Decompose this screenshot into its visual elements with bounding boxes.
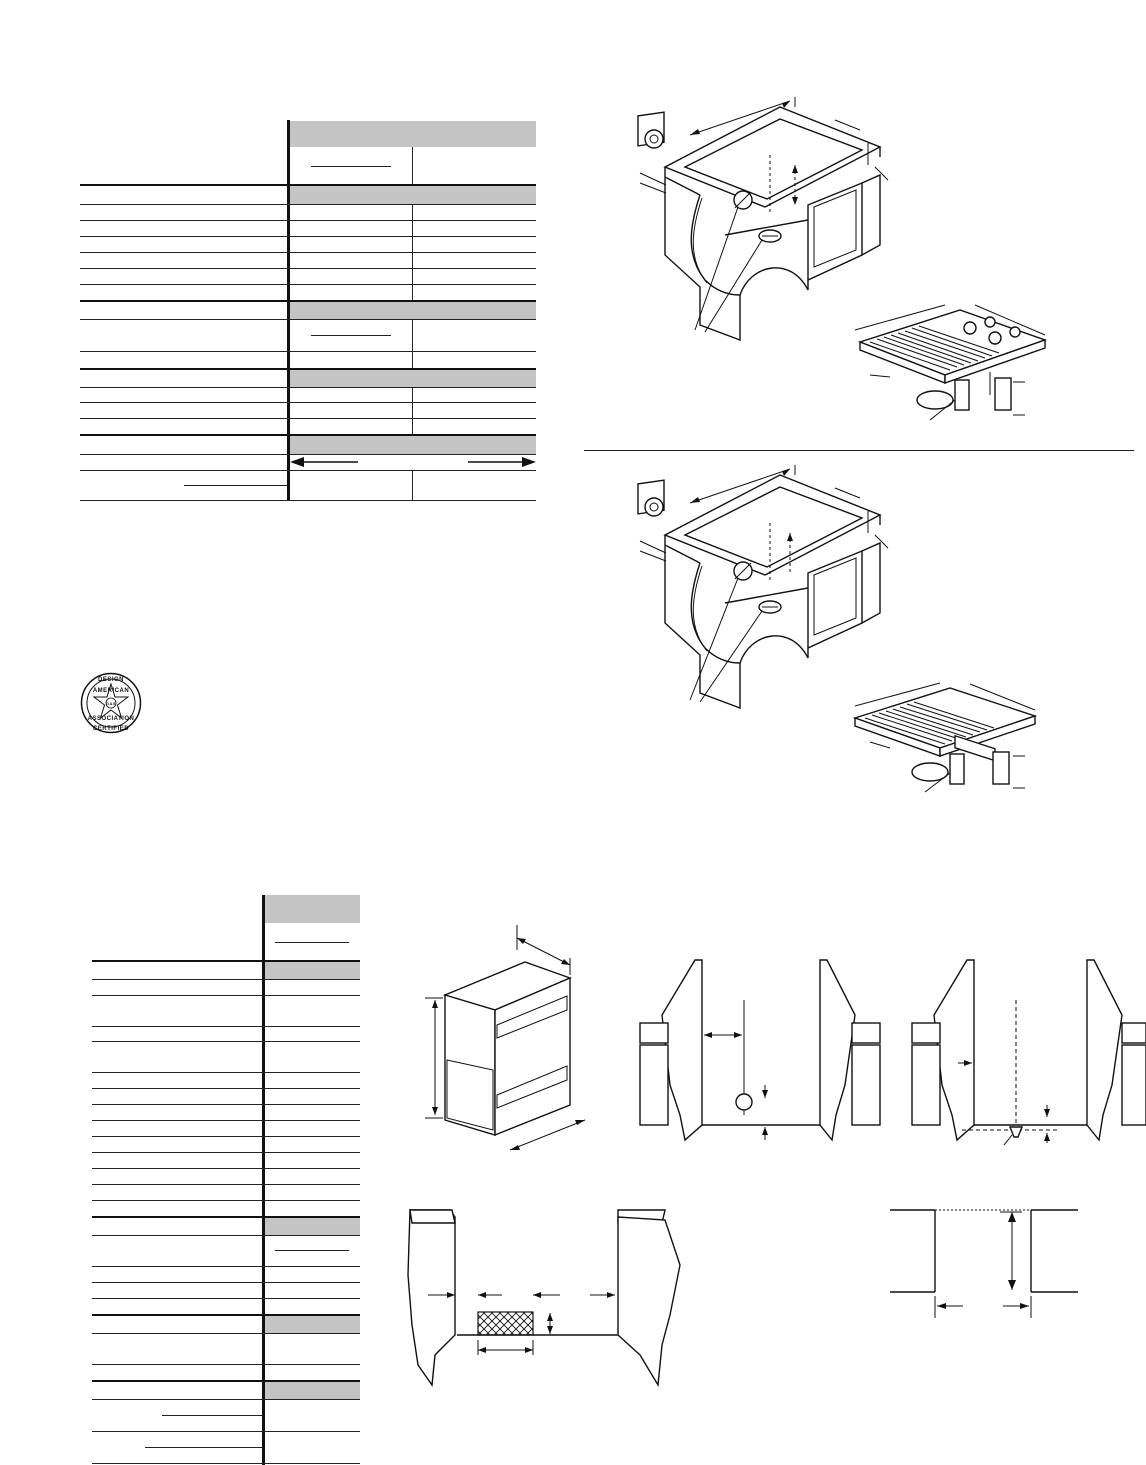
table-row-rule: [92, 1399, 360, 1400]
table-row-rule: [80, 418, 536, 419]
table-section-shade: [290, 185, 536, 204]
table-row-rule: [92, 1333, 360, 1334]
table-column-divider: [287, 120, 290, 501]
table-row-rule: [92, 1200, 360, 1201]
table-subheader-rule: [311, 166, 391, 167]
table-section-shade: [265, 961, 360, 979]
table-row-rule: [92, 960, 360, 962]
table-row-rule: [92, 1266, 360, 1267]
table-row-rule: [92, 1104, 360, 1105]
gas-outlet-location-diagram: [640, 955, 880, 1145]
table-row-rule: [80, 470, 536, 471]
range-dimensions-diagram: [405, 920, 595, 1170]
table-row-rule: [92, 1216, 360, 1218]
cabinet-cutout-diagram-bottom: [630, 463, 890, 713]
table-column-divider: [412, 147, 413, 185]
table-row-rule: [80, 387, 536, 388]
table-section-shade: [290, 369, 536, 387]
table-row-rule: [80, 220, 536, 221]
table-row-rule: [92, 1041, 360, 1042]
svg-text:GAS: GAS: [105, 701, 117, 706]
table-label-underline: [145, 1447, 262, 1448]
table-subheader-rule: [311, 335, 391, 336]
floor-cutout-area-diagram: [400, 1205, 690, 1390]
table-section-shade: [265, 1217, 360, 1235]
table-row-rule: [92, 1168, 360, 1169]
table-column-divider: [412, 470, 413, 501]
table-section-shade: [290, 301, 536, 319]
table-header-shade: [265, 895, 360, 923]
table-row-rule: [80, 236, 536, 237]
table-row-rule: [92, 1314, 360, 1316]
table-row-rule: [80, 300, 536, 302]
table-row-rule: [92, 1431, 360, 1432]
table-row-rule: [92, 1120, 360, 1121]
gas-outlet-floor-diagram: [912, 955, 1146, 1145]
table-row-rule: [80, 184, 536, 186]
table-row-rule: [80, 204, 536, 205]
table-row-rule: [92, 995, 360, 996]
cooktop-diagram-bottom: [845, 680, 1055, 795]
table-section-shade: [265, 1315, 360, 1333]
table-row-rule: [92, 979, 360, 980]
table-row-rule: [80, 252, 536, 253]
svg-text:ASSOCIATION: ASSOCIATION: [87, 716, 135, 722]
table-row-rule: [92, 1282, 360, 1283]
table-row-rule: [92, 1136, 360, 1137]
table-row-rule: [80, 351, 536, 352]
table-row-rule: [92, 1463, 360, 1464]
table-row-rule: [80, 284, 536, 285]
table-row-rule: [92, 1364, 360, 1365]
table-row-rule: [92, 1088, 360, 1089]
table-label-underline: [184, 485, 287, 486]
table-header-shade: [290, 121, 536, 147]
table-subheader-rule: [275, 1250, 349, 1251]
cooktop-diagram-top: [845, 300, 1055, 425]
table-row-rule: [92, 1380, 360, 1382]
svg-text:AMERICAN: AMERICAN: [92, 688, 130, 694]
table-section-shade: [265, 1381, 360, 1399]
table-row-rule: [92, 1026, 360, 1027]
table-row-rule: [80, 434, 536, 436]
table-row-rule: [80, 500, 536, 501]
table-row-rule: [92, 1235, 360, 1236]
aga-certified-seal-icon: [80, 672, 142, 734]
table-section-shade: [290, 435, 536, 454]
table-row-rule: [80, 268, 536, 269]
svg-text:DESIGN: DESIGN: [97, 677, 125, 683]
span-arrow-icon: [290, 455, 536, 469]
section-divider: [584, 450, 1134, 451]
table-row-rule: [92, 1072, 360, 1073]
table-row-rule: [80, 402, 536, 403]
table-row-rule: [92, 1152, 360, 1153]
table-row-rule: [80, 368, 536, 370]
table-label-underline: [162, 1415, 262, 1416]
table-subheader-rule: [275, 942, 349, 943]
table-row-rule: [92, 1298, 360, 1299]
table-row-rule: [92, 1184, 360, 1185]
table-column-divider: [412, 387, 413, 435]
table-column-divider: [412, 319, 413, 369]
table-row-rule: [80, 319, 536, 320]
cabinet-opening-diagram: [888, 1200, 1083, 1325]
svg-text:CERTIFIED: CERTIFIED: [92, 726, 130, 732]
